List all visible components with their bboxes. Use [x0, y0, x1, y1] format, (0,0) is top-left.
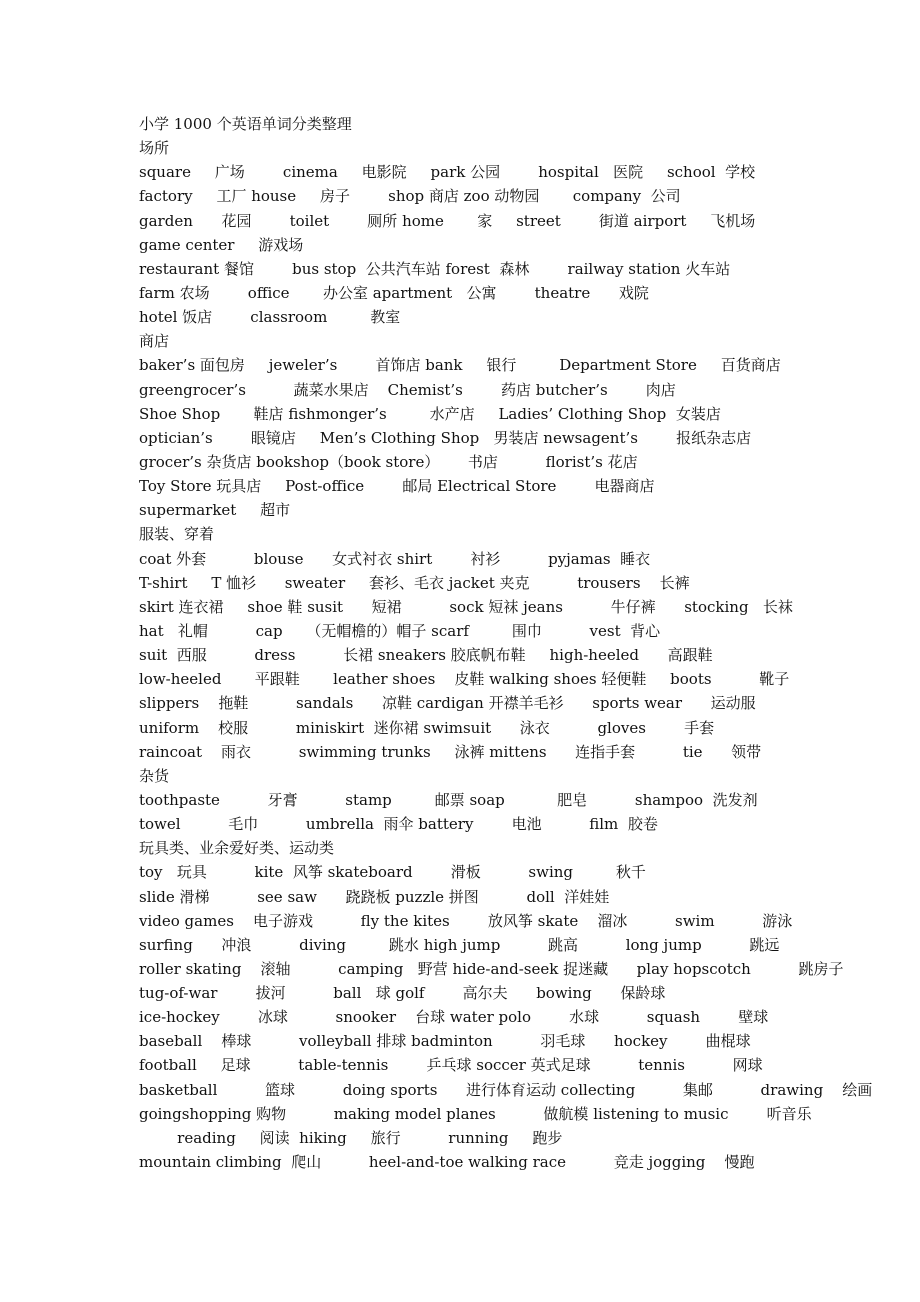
word-line: greengrocer’s 蔬菜水果店 Chemist’s 药店 butcher’s 肉店: [139, 380, 676, 399]
word-line: uniform 校服 miniskirt 迷你裙 swimsuit 泳衣 gloves 手套: [139, 718, 715, 737]
word-line: suit 西服 dress 长裙 sneakers 胶底帆布鞋 high-heeled 高跟鞋: [139, 646, 713, 665]
section-heading-shops: 商店: [139, 332, 170, 351]
word-line: garden 花园 toilet 厕所 home 家 street 街道 airport 飞机场: [139, 211, 756, 230]
word-line: goingshopping 购物 making model planes 做航模 listening to music 听音乐: [139, 1104, 812, 1123]
word-line: roller skating 滚轴 camping 野营 hide-and-seek 捉迷藏 play hopscotch 跳房子: [139, 959, 844, 978]
word-line: baseball 棒球 volleyball 排球 badminton 羽毛球 hockey 曲棍球: [139, 1032, 751, 1051]
document-title: 小学 1000 个英语单词分类整理: [139, 115, 352, 133]
word-line: skirt 连衣裙 shoe 鞋 susit 短裙 sock 短袜 jeans 牛仔裤 stocking 长袜: [139, 597, 793, 616]
word-line: surfing 冲浪 diving 跳水 high jump 跳高 long jump 跳远: [139, 935, 780, 954]
word-line: slippers 拖鞋 sandals 凉鞋 cardigan 开襟羊毛衫 sports wear 运动服: [139, 694, 756, 713]
word-line: basketball 篮球 doing sports 进行体育运动 collecting 集邮 drawing 绘画: [139, 1080, 873, 1099]
word-line: optician’s 眼镜店 Men’s Clothing Shop 男装店 newsagent’s 报纸杂志店: [139, 428, 752, 447]
document-page: [139, 112, 873, 1174]
word-line: grocer’s 杂货店 bookshop（book store） 书店 florist’s 花店: [139, 452, 638, 471]
section-heading-groceries: 杂货: [139, 766, 170, 785]
word-line: square 广场 cinema 电影院 park 公园 hospital 医院 school 学校: [139, 163, 756, 182]
word-line: low-heeled 平跟鞋 leather shoes 皮鞋 walking shoes 轻便鞋 boots 靴子: [139, 670, 790, 689]
word-line: Shoe Shop 鞋店 fishmonger’s 水产店 Ladies’ Clothing Shop 女装店: [139, 404, 721, 423]
word-line: hat 礼帽 cap （无帽檐的）帽子 scarf 围巾 vest 背心: [139, 621, 661, 640]
word-line: restaurant 餐馆 bus stop 公共汽车站 forest 森林 railway station 火车站: [139, 259, 731, 278]
word-line: towel 毛巾 umbrella 雨伞 battery 电池 film 胶卷: [139, 815, 658, 834]
section-heading-places: 场所: [139, 139, 170, 158]
word-line: toothpaste 牙膏 stamp 邮票 soap 肥皂 shampoo 洗发剂: [139, 790, 758, 809]
word-line: tug-of-war 拔河 ball 球 golf 高尔夫 bowing 保龄球: [139, 984, 666, 1003]
word-line: football 足球 table-tennis 乒乓球 soccer 英式足球 tennis 网球: [139, 1056, 763, 1075]
word-line: reading 阅读 hiking 旅行 running 跑步: [139, 1128, 563, 1147]
word-line: video games 电子游戏 fly the kites 放风筝 skate 溜冰 swim 游泳: [139, 911, 793, 930]
word-line: raincoat 雨衣 swimming trunks 泳裤 mittens 连指手套 tie 领带: [139, 742, 762, 761]
word-line: game center 游戏场: [139, 235, 304, 254]
word-line: Toy Store 玩具店 Post-office 邮局 Electrical Store 电器商店: [139, 477, 655, 496]
word-line: slide 滑梯 see saw 跷跷板 puzzle 拼图 doll 洋娃娃: [139, 887, 610, 906]
word-line: hotel 饭店 classroom 教室: [139, 308, 401, 327]
word-line: mountain climbing 爬山 heel-and-toe walking race 竞走 jogging 慢跑: [139, 1153, 755, 1172]
word-line: toy 玩具 kite 风筝 skateboard 滑板 swing 秋千: [139, 863, 646, 882]
section-heading-clothing: 服装、穿着: [139, 525, 215, 544]
word-line: factory 工厂 house 房子 shop 商店 zoo 动物园 company 公司: [139, 187, 681, 206]
word-line: baker’s 面包房 jeweler’s 首饰店 bank 银行 Department Store 百货商店: [139, 356, 781, 375]
word-line: T-shirt T 恤衫 sweater 套衫、毛衣 jacket 夹克 trousers 长裤: [139, 573, 690, 592]
word-line: ice-hockey 冰球 snooker 台球 water polo 水球 squash 壁球: [139, 1008, 769, 1027]
word-line: supermarket 超市: [139, 501, 291, 520]
section-heading-toys-hobbies-sports: 玩具类、业余爱好类、运动类: [139, 839, 335, 858]
word-line: farm 农场 office 办公室 apartment 公寓 theatre 戏院: [139, 283, 649, 302]
word-line: coat 外套 blouse 女式衬衣 shirt 衬衫 pyjamas 睡衣: [139, 549, 651, 568]
